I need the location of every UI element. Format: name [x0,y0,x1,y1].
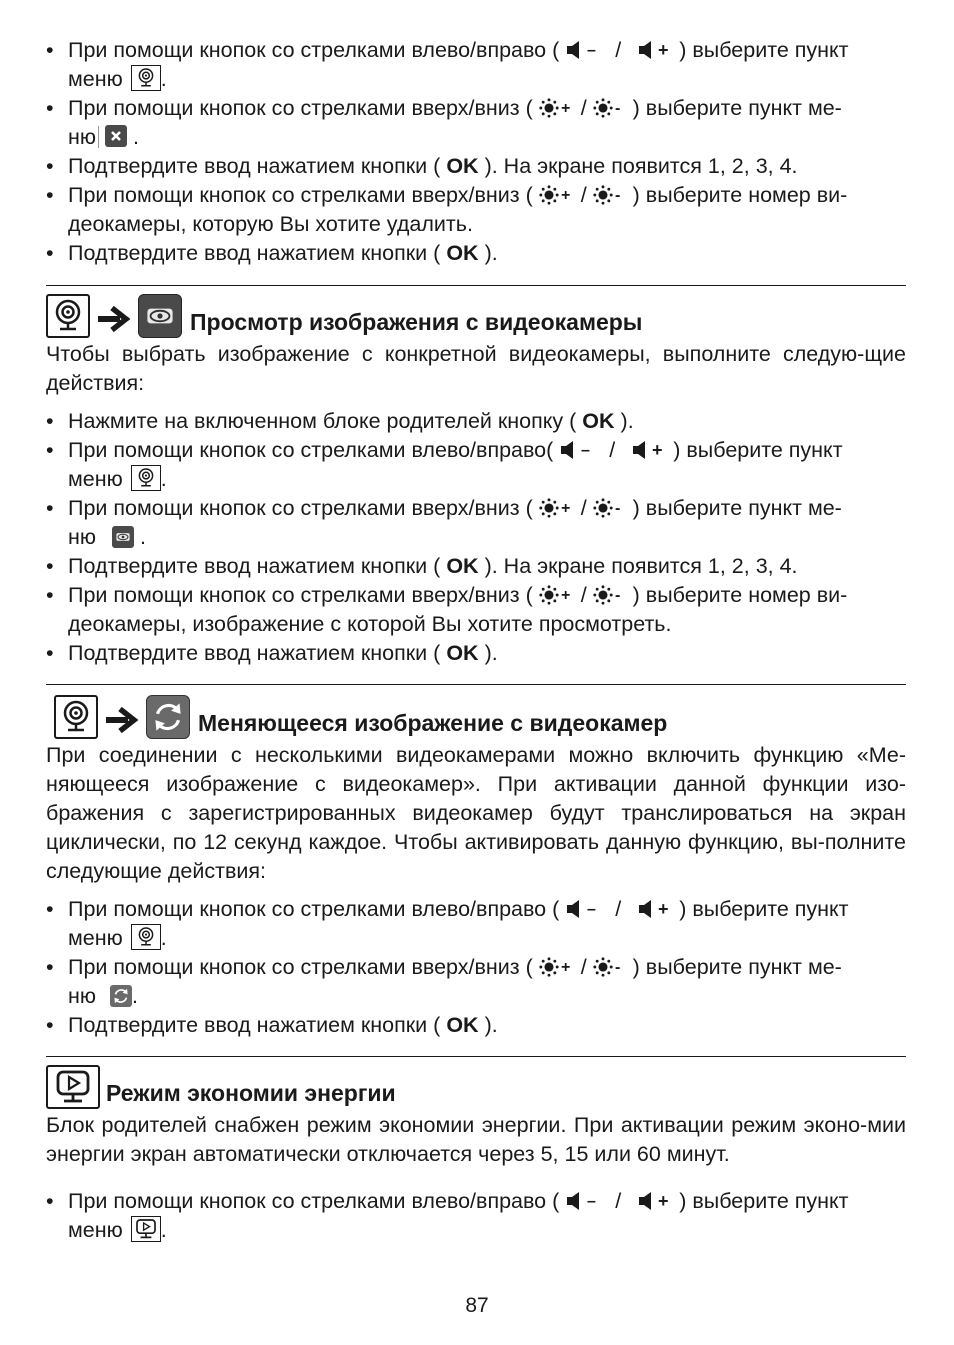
brightness-minus-icon [593,585,627,605]
list-item: • Подтвердите ввод нажатием кнопки ( OK ). На экране появится 1, 2, 3, 4. [46,152,906,181]
svg-text:+: + [560,500,571,517]
svg-text:+: + [658,1191,669,1211]
view-camera-steps [46,407,906,668]
speaker-minus-icon [559,440,593,460]
delete-x-icon [105,125,127,147]
svg-text:-: - [614,959,621,976]
svg-text:-: - [614,587,621,604]
list-item: • При помощи кнопок со стрелками вверх/вниз ( + / - ) выберите пункт ме- ню . [46,953,906,1011]
section-view-heading [46,294,906,338]
brightness-plus-icon [539,185,575,205]
manual-page [46,36,906,1245]
svg-text:-: - [614,500,621,517]
brightness-minus-icon [593,957,627,977]
list-item: • При помощи кнопок со стрелками влево/вправо( – / + ) выберите пункт меню . [46,436,906,494]
list-item: • Нажмите на включенном блоке родителей кнопку ( OK ). [46,407,906,436]
svg-text:-: - [614,187,621,204]
eco-screen-icon [131,1216,161,1242]
list-item: • При помощи кнопок со стрелками вверх/вниз ( + / - ) выберите номер ви- деокамеры, изображение с которой Вы хотите просмотреть. [46,581,906,639]
brightness-minus-icon [593,498,627,518]
delete-camera-steps [46,36,906,268]
section-intro: Чтобы выбрать изображение с конкретной видеокамеры, выполните следую-щие действия: [46,342,906,395]
camera-menu-icon [54,695,98,739]
svg-text:+: + [658,40,669,60]
section-intro: Блок родителей снабжен режим экономии энергии. При активации режим эконо-мии энергии экран автоматически отключается через 5, 15 или 60 минут. [46,1113,906,1166]
brightness-plus-icon [539,498,575,518]
speaker-plus-icon [637,899,673,919]
speaker-minus-icon [565,1191,599,1211]
page-number: 87 [465,1294,489,1317]
list-item: • При помощи кнопок со стрелками влево/вправо ( – / + ) выберите пункт меню . [46,1187,906,1245]
brightness-minus-icon [593,185,627,205]
speaker-minus-icon [565,40,599,60]
list-item: • При помощи кнопок со стрелками вверх/вниз ( + / - ) выберите номер ви- деокамеры, которую Вы хотите удалить. [46,181,906,239]
eye-icon [138,294,182,338]
svg-text:–: – [587,901,597,918]
cycle-icon [110,985,132,1007]
section-title: Просмотр изображения с видеокамеры [190,309,643,335]
brightness-plus-icon [539,957,575,977]
eco-steps [46,1187,906,1245]
brightness-plus-icon [539,585,575,605]
eye-icon [112,526,134,548]
speaker-plus-icon [637,1191,673,1211]
list-item: • Подтвердите ввод нажатием кнопки ( OK ). [46,639,906,668]
arrow-right-icon [98,306,132,332]
cycle-icon [146,695,190,739]
list-item: • Подтвердите ввод нажатием кнопки ( OK ). На экране появится 1, 2, 3, 4. [46,552,906,581]
divider [46,285,906,286]
section-cycle-heading [46,695,906,739]
camera-menu-icon [131,65,161,91]
camera-menu-icon [131,924,161,950]
list-item: • Подтвердите ввод нажатием кнопки ( OK ). [46,239,906,268]
svg-text:-: - [614,100,621,117]
cycle-steps [46,895,906,1040]
svg-text:+: + [560,100,571,117]
section-intro: При соединении с несколькими видеокамерами можно включить функцию «Ме-няющееся изображение с видеокамер». При активации данной функции изо-бражения с зарегистрированных видеокамер будут транслироваться на экран циклически, по 12 секунд каждое. Чтобы активировать данную функцию, вы-полните следующие действия: [46,743,906,883]
speaker-plus-icon [637,40,673,60]
section-eco-heading [46,1065,906,1109]
section-title: Режим экономии энергии [106,1080,396,1106]
list-item: • При помощи кнопок со стрелками вверх/вниз ( + / - ) выберите пункт ме- ню . [46,494,906,552]
svg-text:–: – [587,42,597,59]
camera-menu-icon [131,465,161,491]
svg-text:+: + [560,187,571,204]
list-item: • При помощи кнопок со стрелками влево/вправо ( – / + ) выберите пункт меню . [46,895,906,953]
speaker-plus-icon [631,440,667,460]
brightness-plus-icon [539,98,575,118]
section-title: Меняющееся изображение с видеокамер [198,710,668,736]
svg-text:+: + [560,959,571,976]
svg-text:+: + [652,440,663,460]
camera-menu-icon [46,294,90,338]
eco-screen-icon [46,1065,100,1109]
divider [46,1056,906,1057]
brightness-minus-icon [593,98,627,118]
list-item: • Подтвердите ввод нажатием кнопки ( OK ). [46,1011,906,1040]
list-item: • При помощи кнопок со стрелками вверх/вниз ( + / - ) выберите пункт ме- ню . [46,94,906,152]
arrow-right-icon [106,707,140,733]
svg-text:+: + [560,587,571,604]
svg-text:–: – [587,1193,597,1210]
svg-text:–: – [581,442,591,459]
divider [46,684,906,685]
speaker-minus-icon [565,899,599,919]
svg-text:+: + [658,899,669,919]
list-item: • При помощи кнопок со стрелками влево/вправо ( – / + ) выберите пункт меню . [46,36,906,94]
